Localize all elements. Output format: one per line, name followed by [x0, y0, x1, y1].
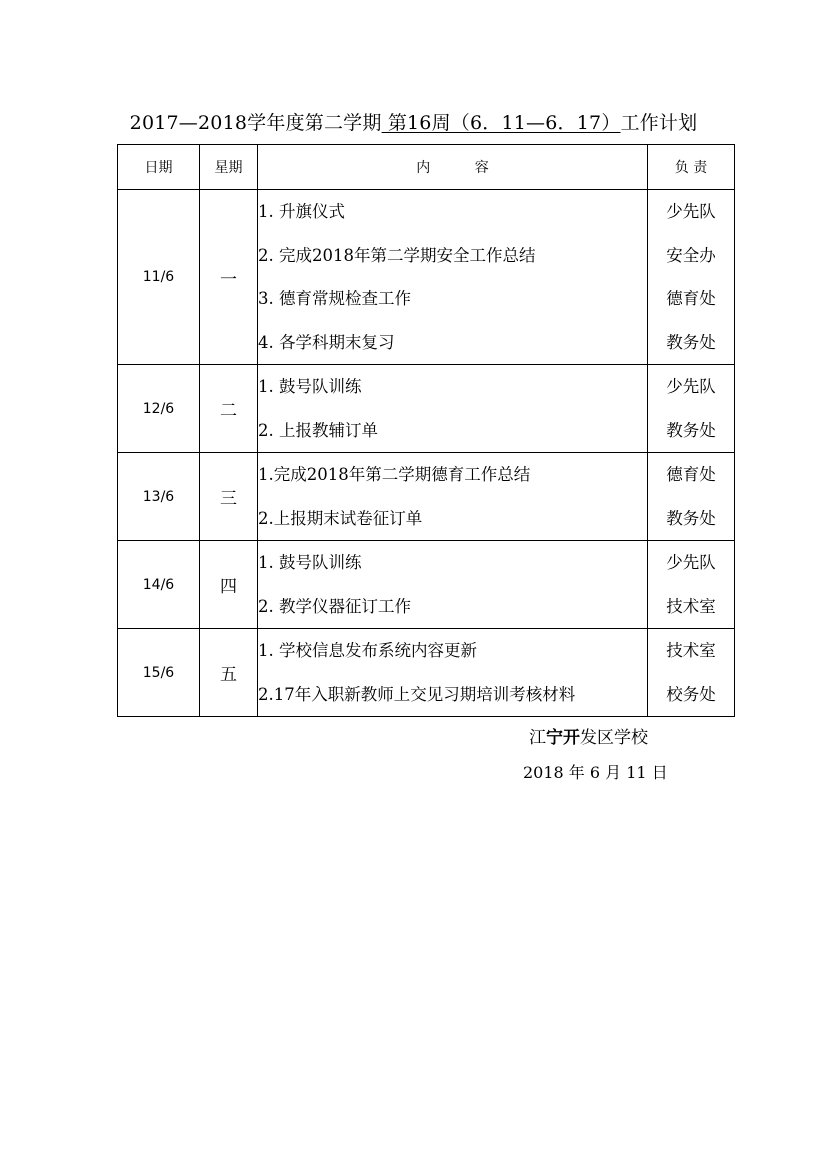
task-item: 3. 德育常规检查工作	[258, 289, 411, 308]
task-owner: 技术室	[666, 596, 716, 616]
header-weekday: 星期	[200, 145, 258, 190]
task-owner: 少先队	[666, 553, 716, 572]
task-item: 2.上报期末试卷征订单	[258, 508, 423, 528]
document-title	[0, 108, 827, 135]
task-owner: 校务处	[666, 684, 716, 704]
task-owner: 教务处	[666, 420, 716, 440]
date-cell: 15/6	[118, 629, 200, 717]
responsible-cell	[648, 453, 735, 541]
table-header-row	[118, 145, 735, 190]
task-item: 4. 各学科期末复习	[258, 332, 395, 352]
school-name-part2: 发区学校	[580, 728, 648, 748]
content-cell	[258, 190, 648, 365]
content-cell	[258, 541, 648, 629]
header-date: 日期	[118, 145, 200, 190]
title-suffix: 工作计划	[620, 112, 698, 134]
work-plan-table	[117, 144, 735, 717]
task-item: 2.17年入职新教师上交见习期培训考核材料	[258, 684, 576, 704]
responsible-cell	[648, 190, 735, 365]
task-item: 2. 完成2018年第二学期安全工作总结	[258, 245, 536, 265]
date-cell: 12/6	[118, 365, 200, 453]
task-item: 1. 鼓号队训练	[258, 377, 362, 396]
header-responsible: 负 责	[648, 145, 735, 190]
task-owner: 少先队	[666, 377, 716, 396]
task-item: 1. 鼓号队训练	[258, 553, 362, 572]
responsible-cell	[648, 365, 735, 453]
weekday-cell: 三	[200, 453, 258, 541]
date-cell: 11/6	[118, 190, 200, 365]
task-owner: 教务处	[666, 332, 716, 352]
task-item: 2. 教学仪器征订工作	[258, 596, 411, 616]
content-cell	[258, 629, 648, 717]
title-week-range: 第16周（6．11—6．17）	[381, 112, 621, 134]
responsible-cell	[648, 629, 735, 717]
task-item: 1.完成2018年第二学期德育工作总结	[258, 465, 531, 484]
weekday-cell: 四	[200, 541, 258, 629]
table-row	[118, 365, 735, 453]
weekday-cell: 二	[200, 365, 258, 453]
school-name	[529, 723, 648, 748]
table-row	[118, 453, 735, 541]
content-cell	[258, 365, 648, 453]
header-content: 内 容	[258, 145, 648, 190]
task-owner: 德育处	[666, 289, 716, 308]
task-item: 1. 升旗仪式	[258, 202, 345, 221]
content-cell	[258, 453, 648, 541]
task-owner: 少先队	[666, 202, 716, 221]
task-owner: 安全办	[666, 245, 716, 265]
weekday-cell: 一	[200, 190, 258, 365]
signature-date: 2018 年 6 月 11 日	[523, 763, 668, 782]
date-cell: 13/6	[118, 453, 200, 541]
title-prefix: 2017—2018学年度第二学期	[129, 112, 382, 134]
school-name-part1: 江	[529, 728, 546, 748]
task-owner: 德育处	[666, 465, 716, 484]
task-owner: 教务处	[666, 508, 716, 528]
weekday-cell: 五	[200, 629, 258, 717]
date-cell: 14/6	[118, 541, 200, 629]
school-name-bold: 宁开	[546, 728, 580, 748]
task-owner: 技术室	[666, 641, 716, 660]
table-row	[118, 541, 735, 629]
table-row	[118, 629, 735, 717]
task-item: 2. 上报教辅订单	[258, 420, 378, 440]
table-row	[118, 190, 735, 365]
responsible-cell	[648, 541, 735, 629]
task-item: 1. 学校信息发布系统内容更新	[258, 641, 477, 660]
